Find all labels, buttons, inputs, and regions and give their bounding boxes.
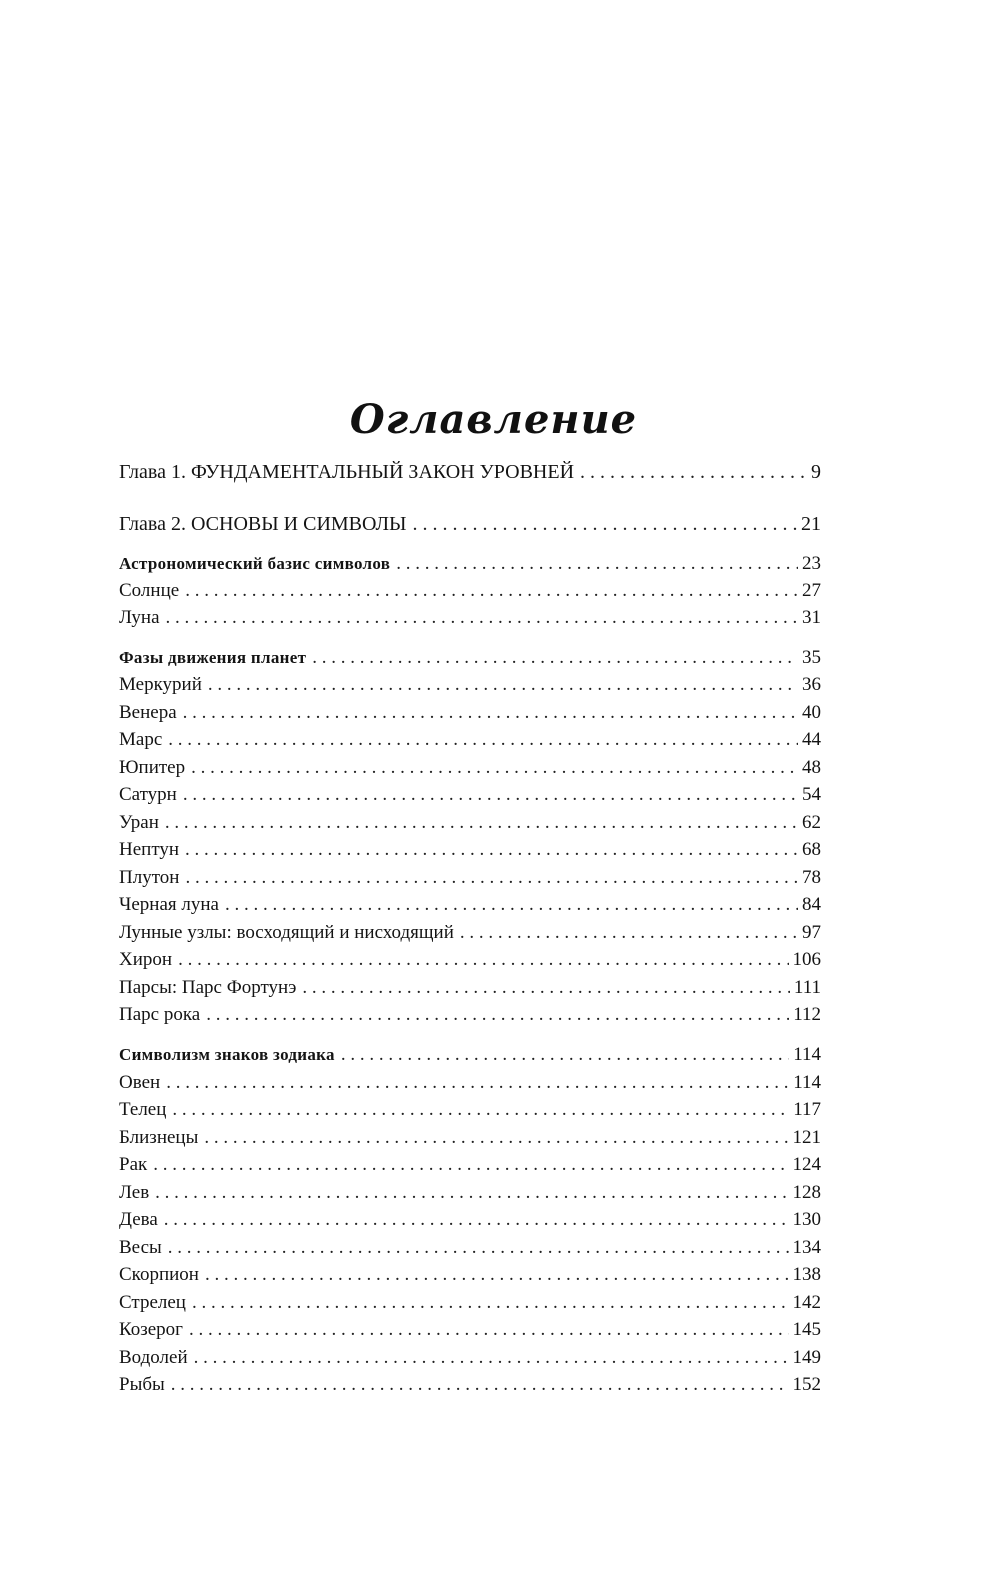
toc-entry-label: Глава 2. ОСНОВЫ И СИМВОЛЫ (119, 513, 407, 535)
toc-entry-label: Уран (119, 812, 159, 833)
dot-leader (204, 1125, 788, 1151)
dot-leader (191, 755, 798, 781)
toc-entry-label: Астрономический базис символов (119, 554, 391, 573)
toc-entry-page: 84 (802, 894, 821, 915)
toc-entry-page: 111 (793, 977, 821, 998)
toc-entry-page: 31 (802, 607, 821, 628)
toc-entry-page: 149 (792, 1347, 821, 1368)
toc-entry[interactable] (119, 727, 821, 753)
toc-entry-page: 97 (802, 922, 821, 943)
dot-leader (460, 920, 798, 946)
toc-entry-label: Рак (119, 1154, 148, 1175)
toc-entry-label: Сатурн (119, 784, 177, 805)
toc-entry[interactable] (119, 1002, 821, 1028)
toc-entry[interactable] (119, 920, 821, 946)
toc-entry[interactable] (119, 782, 821, 808)
dot-leader (412, 511, 797, 537)
toc-entry-page: 36 (802, 674, 821, 695)
toc-entry-label: Плутон (119, 867, 180, 888)
toc-entry-label: Рыбы (119, 1374, 165, 1395)
toc-entry-label: Парс рока (119, 1004, 201, 1025)
toc-entry-label: Юпитер (119, 757, 186, 778)
toc-entry-page: 142 (792, 1292, 821, 1313)
toc-entry-page: 35 (802, 647, 821, 668)
dot-leader (165, 810, 798, 836)
dot-leader (185, 865, 798, 891)
toc-entry-page: 114 (793, 1044, 821, 1065)
toc-entry[interactable] (119, 511, 821, 537)
dot-leader (312, 645, 798, 671)
toc-entry-label: Близнецы (119, 1127, 199, 1148)
toc-entry-page: 128 (792, 1182, 821, 1203)
dot-leader (208, 672, 798, 698)
toc-entry-label: Дева (119, 1209, 158, 1230)
toc-entry-label: Весы (119, 1237, 162, 1258)
toc-entry-label: Черная луна (119, 894, 219, 915)
dot-leader (168, 1235, 789, 1261)
toc-entry-label: Скорпион (119, 1264, 199, 1285)
toc-entry-page: 23 (802, 553, 821, 574)
toc-entry-label: Луна (119, 607, 160, 628)
toc-entry-label: Парсы: Парс Фортунэ (119, 977, 297, 998)
toc-entry-label: Стрелец (119, 1292, 186, 1313)
toc-entry-page: 54 (802, 784, 821, 805)
dot-leader (396, 551, 798, 577)
toc-entry[interactable] (119, 865, 821, 891)
toc-entry[interactable] (119, 700, 821, 726)
dot-leader (183, 700, 798, 726)
toc-entry-label: Хирон (119, 949, 173, 970)
toc-entry-label: Лев (119, 1182, 150, 1203)
dot-leader (168, 727, 798, 753)
toc-entry-label: Козерог (119, 1319, 183, 1340)
toc-entry[interactable] (119, 975, 821, 1001)
dot-leader (166, 1070, 789, 1096)
dot-leader (341, 1042, 789, 1068)
toc-entry-page: 44 (802, 729, 821, 750)
toc-entry[interactable] (119, 645, 821, 671)
toc-entry[interactable] (119, 1262, 821, 1288)
toc-entry[interactable] (119, 810, 821, 836)
toc-entry[interactable] (119, 892, 821, 918)
dot-leader (185, 578, 798, 604)
toc-entry-label: Фазы движения планет (119, 648, 307, 667)
toc-entry-label: Символизм знаков зодиака (119, 1045, 335, 1064)
toc-entry-page: 134 (792, 1237, 821, 1258)
toc-entry-label: Овен (119, 1072, 161, 1093)
dot-leader (189, 1317, 789, 1343)
toc-entry[interactable] (119, 1235, 821, 1261)
toc-entry-label: Меркурий (119, 674, 202, 695)
toc-entry[interactable] (119, 755, 821, 781)
toc-entry-label: Венера (119, 702, 177, 723)
toc-entry-page: 114 (793, 1072, 821, 1093)
toc-entry-page: 138 (792, 1264, 821, 1285)
dot-leader (302, 975, 790, 1001)
dot-leader (155, 1180, 788, 1206)
toc-entry-page: 112 (793, 1004, 821, 1025)
toc-entry[interactable] (119, 1152, 821, 1178)
toc-entry[interactable] (119, 551, 821, 577)
dot-leader (194, 1345, 789, 1371)
toc-entry[interactable] (119, 1180, 821, 1206)
toc-entry-page: 106 (792, 949, 821, 970)
toc-entry[interactable] (119, 1372, 821, 1398)
toc-entry-page: 145 (792, 1319, 821, 1340)
toc-entry[interactable] (119, 947, 821, 973)
toc-entry-page: 130 (792, 1209, 821, 1230)
toc-entry-page: 21 (801, 513, 821, 535)
toc-entry-label: Глава 1. ФУНДАМЕНТАЛЬНЫЙ ЗАКОН УРОВНЕЙ (119, 461, 575, 483)
toc-entry-page: 117 (793, 1099, 821, 1120)
dot-leader (183, 782, 798, 808)
toc-entry[interactable] (119, 1345, 821, 1371)
toc-entry[interactable] (119, 1042, 821, 1068)
page-title: Оглавление (349, 395, 638, 443)
dot-leader (172, 1097, 789, 1123)
toc-entry[interactable] (119, 1317, 821, 1343)
toc-entry-page: 48 (802, 757, 821, 778)
toc-entry-label: Марс (119, 729, 163, 750)
toc-entry-page: 62 (802, 812, 821, 833)
toc-entry-page: 9 (811, 461, 821, 483)
toc-entry[interactable] (119, 1070, 821, 1096)
dot-leader (171, 1372, 789, 1398)
toc-entry[interactable] (119, 1097, 821, 1123)
toc-entry-label: Лунные узлы: восходящий и нисходящий (119, 922, 454, 943)
toc-entry-page: 27 (802, 580, 821, 601)
dot-leader (580, 459, 807, 485)
toc-entry[interactable] (119, 459, 821, 485)
toc-entry[interactable] (119, 672, 821, 698)
toc-entry[interactable] (119, 578, 821, 604)
dot-leader (164, 1207, 789, 1233)
dot-leader (166, 605, 798, 631)
toc-entry[interactable] (119, 605, 821, 631)
toc-entry-page: 152 (792, 1374, 821, 1395)
toc-entry-label: Нептун (119, 839, 180, 860)
toc-entry-label: Солнце (119, 580, 180, 601)
dot-leader (178, 947, 788, 973)
toc-entry-page: 121 (792, 1127, 821, 1148)
toc-entry[interactable] (119, 1207, 821, 1233)
toc-entry-page: 78 (802, 867, 821, 888)
dot-leader (185, 837, 798, 863)
dot-leader (153, 1152, 788, 1178)
dot-leader (192, 1290, 789, 1316)
toc-entry-page: 68 (802, 839, 821, 860)
toc-entry-label: Водолей (119, 1347, 188, 1368)
toc-entry-page: 124 (792, 1154, 821, 1175)
toc-entry[interactable] (119, 1290, 821, 1316)
dot-leader (206, 1002, 789, 1028)
dot-leader (225, 892, 798, 918)
dot-leader (205, 1262, 789, 1288)
toc-entry[interactable] (119, 837, 821, 863)
toc-entry-label: Телец (119, 1099, 167, 1120)
toc-entry[interactable] (119, 1125, 821, 1151)
toc-entry-page: 40 (802, 702, 821, 723)
